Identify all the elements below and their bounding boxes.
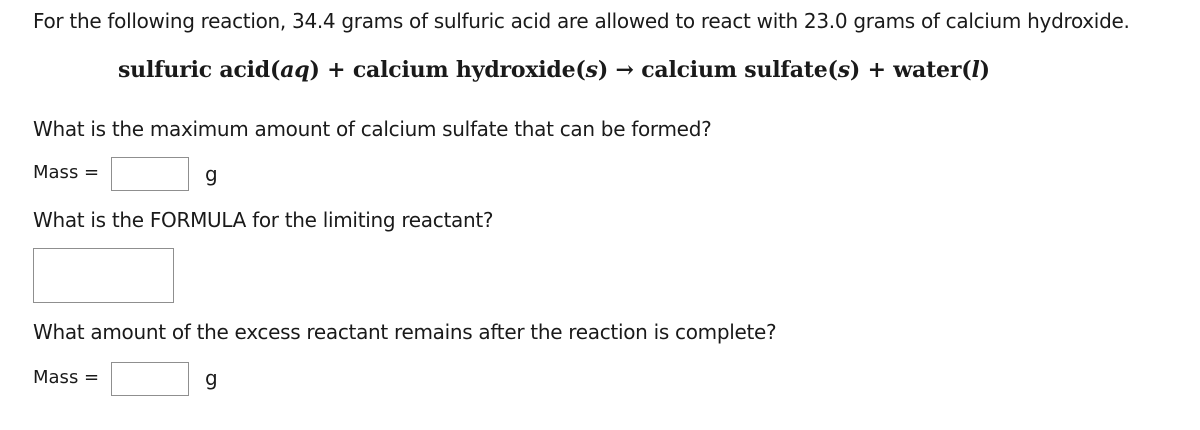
- product-1: calcium sulfate: [641, 57, 828, 83]
- question-3-unit: g: [205, 366, 218, 390]
- product-2: water: [893, 57, 962, 83]
- question-3-text: What amount of the excess reactant remains after the reaction is complete?: [33, 320, 777, 344]
- question-1-mass-input[interactable]: [111, 157, 189, 191]
- question-3-mass-label: Mass =: [33, 367, 100, 388]
- plus-sign: +: [867, 57, 886, 83]
- reactant-1: sulfuric acid: [118, 57, 270, 83]
- reactant-1-state: aq: [280, 57, 310, 83]
- reactant-2-state: s: [585, 57, 598, 83]
- question-2-text: What is the FORMULA for the limiting reactant?: [33, 208, 494, 232]
- product-2-state: l: [971, 57, 980, 83]
- limiting-reactant-formula-input[interactable]: [33, 248, 174, 303]
- question-1-unit: g: [205, 162, 218, 186]
- question-1-mass-label: Mass =: [33, 162, 100, 183]
- reactant-2: calcium hydroxide: [352, 57, 576, 83]
- reaction-equation: sulfuric acid(aq) + calcium hydroxide(s) → calcium sulfate(s) + water(l): [118, 57, 990, 83]
- plus-sign: +: [327, 57, 346, 83]
- problem-intro: For the following reaction, 34.4 grams of sulfuric acid are allowed to react with 23.0 grams of calcium hydroxide.: [33, 9, 1130, 33]
- product-1-state: s: [837, 57, 850, 83]
- question-1-text: What is the maximum amount of calcium sulfate that can be formed?: [33, 117, 712, 141]
- reaction-arrow: →: [615, 57, 634, 83]
- question-3-mass-input[interactable]: [111, 362, 189, 396]
